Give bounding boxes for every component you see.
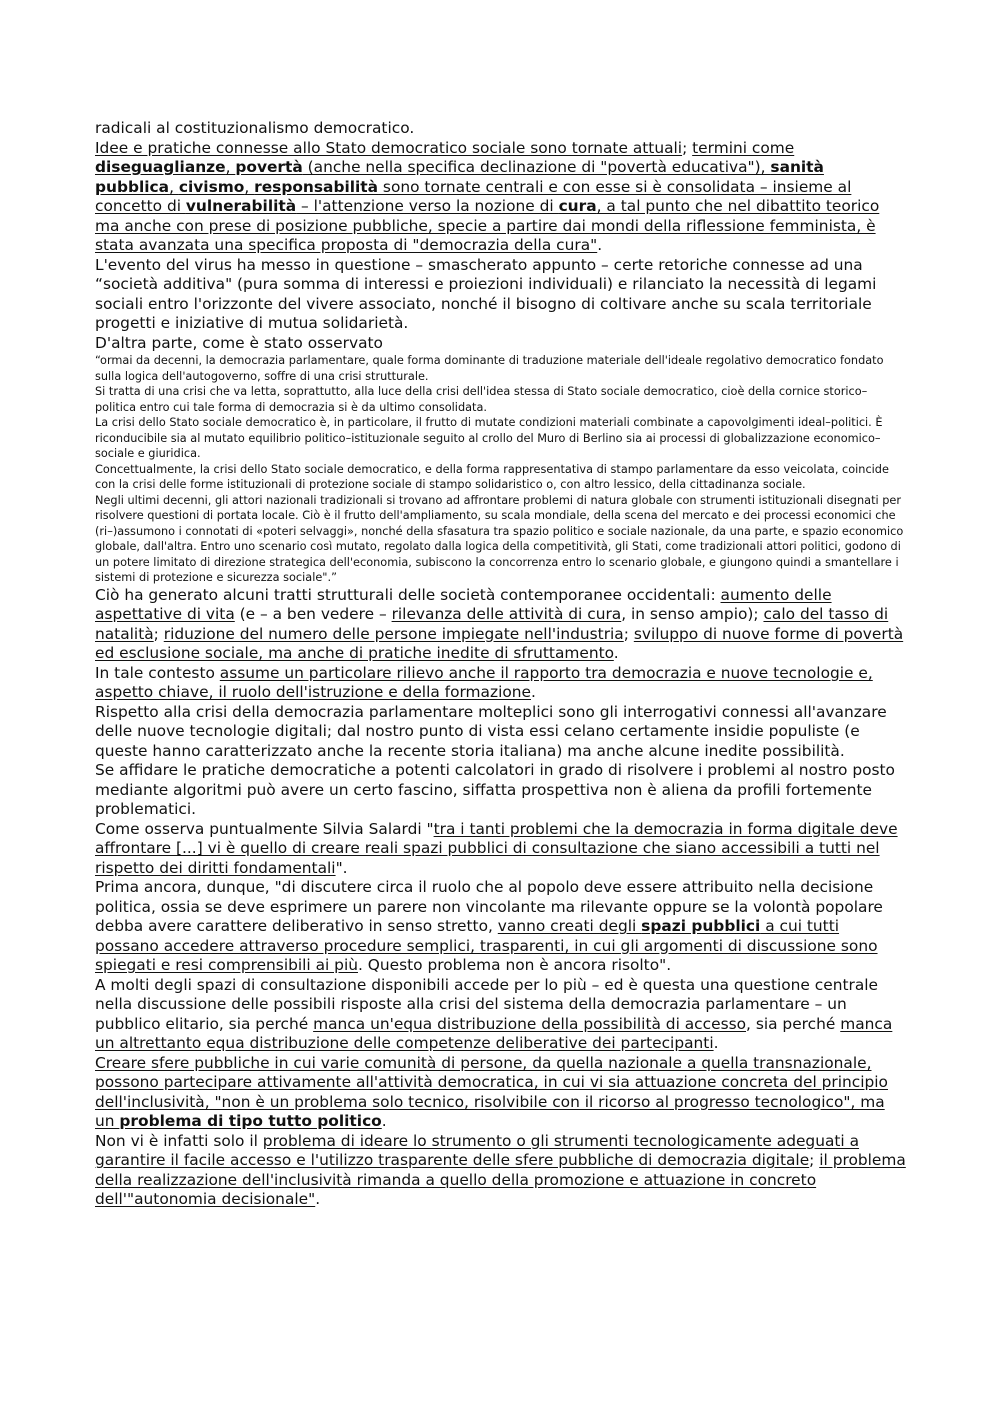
quote-paragraph: Negli ultimi decenni, gli attori nazionali tradizionali si trovano ad affrontare problemi di natura globale con strumenti istituzionali disegnati per risolvere questioni di portata locale. Ciò è il frutto dell'ampliamento, su scala mondiale, della scena del mercato e dei processi economici che (ri–)assumono i connotati di «poteri selvaggi», nonché della sfasatura tra spazio politico e sociale nazionale, da una parte, e spazio economico globale, dall'altra. Entro uno scenario così mutato, regolato dalla logica della competitività, gli Stati, come tradizionali attori politici, godono di un potere limitato di direzione strategica dell'economia, subiscono la concorrenza entro lo scenario globale, e giungono quindi a smantellare i sistemi di protezione e sicurezza sociale".”	[95, 493, 904, 584]
paragraph	[95, 334, 907, 354]
bold-text: cura	[558, 197, 597, 215]
quote-paragraph: Concettualmente, la crisi dello Stato sociale democratico, e della forma rappresentativa di stampo parlamentare da esso veicolata, coincide con la crisi delle forme istituzionali di protezione sociale di stampo solidaristico o, con altro lessico, della cittadinanza sociale.	[95, 462, 889, 491]
text-run: . Questo problema non è ancora risolto".	[357, 956, 672, 974]
text-run: manca un altrettanto equa distribuzione delle competenze deliberative dei partecipanti	[95, 1014, 893, 1052]
text-run: , a tal punto che nel dibattito teorico ma anche con prese di posizione pubbliche, specie a partire dai mondi della riflessione femminista, è stata avanzata una specifica proposta di "democrazia della cura"	[95, 197, 880, 254]
text-run: manca un'equa distribuzione della possibilità di accesso	[313, 1014, 747, 1033]
paragraph	[95, 761, 907, 820]
text-run: A molti degli spazi di consultazione disponibili accede per lo più – ed è questa una questione centrale nella discussione delle possibili risposte alla crisi del sistema della democrazia parlamentare – un pubblico elitario, sia perché	[95, 975, 879, 1033]
text-run: , sia perché	[746, 1014, 841, 1033]
text-run: ;	[682, 138, 693, 157]
text-run: Come osserva puntualmente Silvia Salardi "	[95, 819, 434, 838]
quote-paragraph: Si tratta di una crisi che va letta, soprattutto, alla luce della crisi dell'idea stessa di Stato sociale democratico, cioè della cornice storico–politica entro cui tale forma di democrazia si è da ultimo consolidata.	[95, 385, 868, 414]
text-run: L'evento del virus ha messo in questione – smascherato appunto – certe retoriche connesse ad una “società additiva" (pura somma di interessi e proiezioni individuali) e rilanciato la necessità di legami sociali entro l'orizzonte del vivere associato, nonché il bisogno di coltivare anche su scala territoriale progetti e iniziative di mutua solidarietà.	[95, 255, 877, 332]
bold-text: spazi pubblici	[641, 917, 761, 935]
text-run: Creare sfere pubbliche in cui varie comunità di persone, da quella nazionale a quella transnazionale, possono partecipare attivamente all'attività democratica, in cui vi sia attuazione concreta del principio dell'inclusività, "non è un problema solo tecnico, risolvibile con il ricorso al progresso tecnologico", ma un	[95, 1053, 888, 1130]
text-run: ,	[244, 177, 255, 196]
text-run: ,	[169, 177, 179, 196]
paragraph	[95, 820, 907, 879]
paragraph	[95, 664, 907, 703]
body-text-top	[95, 119, 907, 353]
text-run: .	[713, 1034, 719, 1052]
bold-text: problema di tipo tutto politico	[119, 1112, 382, 1130]
text-run: sviluppo di nuove forme di povertà ed esclusione sociale, ma anche di pratiche inedite di sfruttamento	[95, 624, 904, 662]
text-run: calo del tasso di natalità	[95, 605, 889, 643]
text-run: ;	[623, 624, 634, 643]
text-run: .	[597, 236, 603, 254]
paragraph	[95, 703, 907, 762]
bold-text: responsabilità	[254, 177, 379, 196]
paragraph	[95, 1132, 907, 1210]
paragraph	[95, 1054, 907, 1132]
text-run: .	[613, 644, 619, 662]
text-run: Prima ancora, dunque, "di discutere circa il ruolo che al popolo deve essere attribuito nella decisione politica, ossia se deve esprimere un parere non vincolante ma rilevante oppure se la volontà popolare debba avere carattere deliberativo in senso stretto,	[95, 878, 883, 935]
text-run: D'altra parte, come è stato osservato	[95, 333, 383, 352]
text-run: sono tornate centrali e con esse si è consolidata – insieme al concetto di	[95, 177, 852, 215]
text-run: ,	[225, 158, 236, 176]
body-text-bottom	[95, 586, 907, 1210]
text-run: (anche nella specifica declinazione di "povertà educativa"),	[302, 158, 771, 176]
text-run: , in senso ampio);	[621, 605, 764, 623]
quote-paragraph: La crisi dello Stato sociale democratico è, in particolare, il frutto di mutate condizioni materiali combinate a capovolgimenti ideal–politici. È riconducibile sia al mutato equilibrio politico–istituzionale seguito al crollo del Muro di Berlino sia ai processi di globalizzazione economico–sociale e giuridica.	[95, 416, 883, 460]
text-run: ;	[809, 1151, 820, 1169]
paragraph	[95, 976, 907, 1054]
bold-text: sanità pubblica	[95, 158, 824, 196]
text-run: tra i tanti problemi che la democrazia in forma digitale deve affrontare [...] vi è quello di creare reali spazi pubblici di consultazione che siano accessibili a tutti nel rispetto dei diritti fondamentali	[95, 819, 898, 877]
text-run: Idee e pratiche connesse allo Stato democratico sociale sono tornate attuali	[95, 138, 683, 157]
paragraph	[95, 878, 907, 976]
document-page	[95, 119, 907, 1210]
block-quote	[95, 353, 907, 586]
paragraph	[95, 119, 907, 139]
text-run: Non vi è infatti solo il	[95, 1131, 263, 1150]
text-run: Ciò ha generato alcuni tratti strutturali delle società contemporanee occidentali:	[95, 585, 721, 604]
text-run: rilevanza delle attività di cura	[391, 605, 622, 623]
text-run: assume un particolare rilievo anche il rapporto tra democrazia e nuove tecnologie e, aspetto chiave, il ruolo dell'istruzione e della formazione	[95, 663, 873, 701]
text-run: (e – a ben vedere –	[234, 605, 392, 623]
bold-text: diseguaglianze	[95, 158, 226, 176]
text-run: il problema della realizzazione dell'inclusività rimanda a quello della promozione e attuazione in concreto dell'"autonomia decisionale"	[95, 1151, 906, 1208]
paragraph	[95, 256, 907, 334]
text-run: .	[315, 1190, 321, 1208]
text-run: Se affidare le pratiche democratiche a potenti calcolatori in grado di risolvere i problemi al nostro posto mediante algoritmi può avere un certo fascino, siffatta prospettiva non è aliena da profili fortemente problematici.	[95, 761, 895, 818]
paragraph	[95, 139, 907, 256]
text-run: ".	[335, 858, 348, 877]
text-run: Rispetto alla crisi della democrazia parlamentare molteplici sono gli interrogativi connessi all'avanzare delle nuove tecnologie digitali; dal nostro punto di vista essi celano certamente insidie populiste (e queste hanno caratterizzato anche la recente storia italiana) ma anche alcune inedite possibilità.	[95, 702, 887, 760]
paragraph	[95, 586, 907, 664]
text-run: – l'attenzione verso la nozione di	[296, 197, 559, 215]
quote-paragraph: “ormai da decenni, la democrazia parlamentare, quale forma dominante di traduzione materiale dell'ideale regolativo democratico fondato sulla logica dell'autogoverno, soffre di una crisi strutturale.	[95, 354, 884, 383]
bold-text: civismo	[178, 177, 245, 196]
text-run: .	[381, 1112, 387, 1130]
text-run: riduzione del numero delle persone impiegate nell'industria	[163, 624, 624, 643]
text-run: aumento delle aspettative di vita	[95, 585, 832, 623]
text-run: a cui tutti possano accedere attraverso procedure semplici, trasparenti, in cui gli argomenti di discussione sono spiegati e resi comprensibili ai più	[95, 917, 878, 974]
text-run: ;	[153, 624, 164, 643]
text-run: radicali al costituzionalismo democratico.	[95, 119, 415, 137]
bold-text: vulnerabilità	[185, 197, 297, 215]
text-run: termini come	[692, 138, 795, 157]
text-run: .	[530, 683, 536, 701]
text-run: problema di ideare lo strumento o gli strumenti tecnologicamente adeguati a garantire il facile accesso e l'utilizzo trasparente delle sfere pubbliche di democrazia digitale	[95, 1131, 860, 1169]
text-run: In tale contesto	[95, 663, 220, 682]
bold-text: povertà	[235, 158, 303, 176]
text-run: vanno creati degli	[497, 917, 642, 935]
